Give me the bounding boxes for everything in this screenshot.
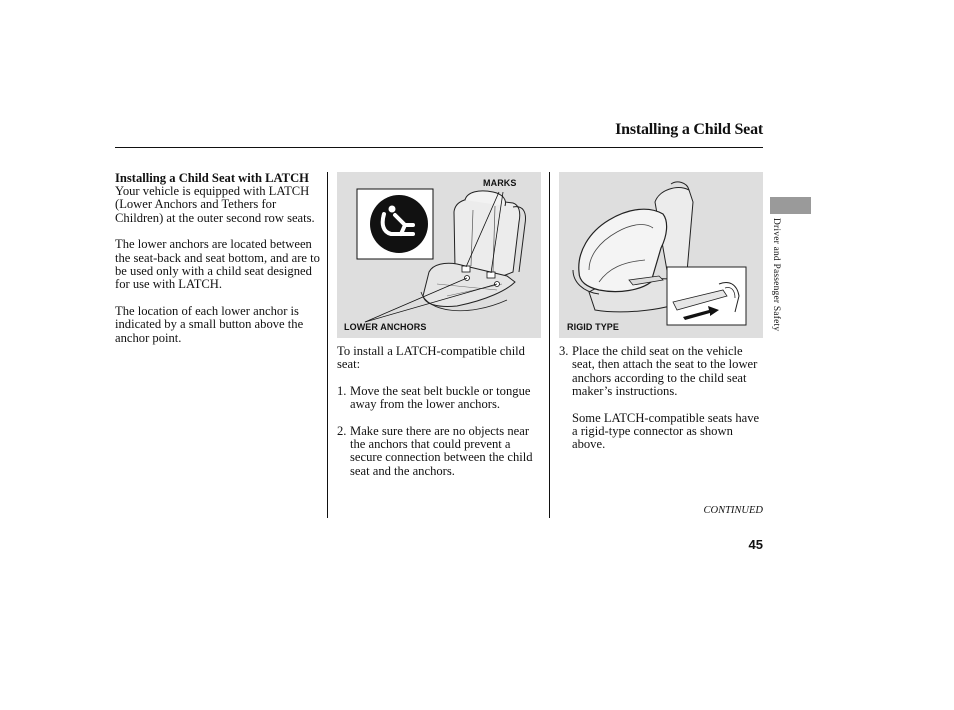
step-2-number: 2. (337, 423, 347, 438)
figure-rigid-type (559, 172, 763, 338)
step-1-text: Move the seat belt buckle or tongue away from the lower anchors. (350, 383, 531, 412)
section-heading: Installing a Child Seat with LATCH (115, 171, 309, 185)
label-lower-anchors: LOWER ANCHORS (344, 322, 427, 332)
child-seat-illustration (559, 172, 763, 338)
page-number: 45 (748, 537, 763, 552)
page-title: Installing a Child Seat (615, 121, 763, 138)
title-rule (115, 147, 763, 148)
column-2 (337, 345, 543, 491)
step-3 (559, 345, 763, 399)
figure-lower-anchors (337, 172, 541, 338)
step-1-number: 1. (337, 383, 347, 398)
paragraph-lower-anchors: The lower anchors are located between the seat-back and seat bottom, and are to be used only with a child seat designed for use with LATCH. (115, 237, 320, 292)
section-label: Driver and Passenger Safety (771, 218, 781, 332)
step-1 (337, 385, 543, 412)
step-2-text: Make sure there are no objects near the anchors that could prevent a secure connection between the child seat and the anchors. (350, 423, 533, 478)
step-2 (337, 425, 543, 479)
column-divider-left (327, 172, 328, 518)
seat-illustration (337, 172, 541, 338)
step-3-text: Place the child seat on the vehicle seat, then attach the seat to the lower anchors according to the child seat maker’s instructions. (572, 344, 758, 399)
label-marks: MARKS (483, 178, 517, 188)
section-tab (770, 197, 811, 214)
continued-label: CONTINUED (703, 505, 763, 516)
label-rigid-type: RIGID TYPE (567, 322, 620, 332)
rigid-connector-note: Some LATCH-compatible seats have a rigid-type connector as shown above. (572, 410, 760, 452)
step-3-number: 3. (559, 344, 569, 358)
column-divider-right (549, 172, 550, 518)
paragraph-anchor-location: The location of each lower anchor is indicated by a small button above the anchor point. (115, 303, 304, 345)
paragraph-equipped: Your vehicle is equipped with LATCH (Lower Anchors and Tethers for Children) at the outer second row seats. (115, 184, 315, 225)
column-3 (559, 345, 763, 465)
install-intro: To install a LATCH-compatible child seat: (337, 344, 525, 372)
child-seat-symbol-icon (370, 195, 428, 253)
column-1 (115, 172, 325, 358)
